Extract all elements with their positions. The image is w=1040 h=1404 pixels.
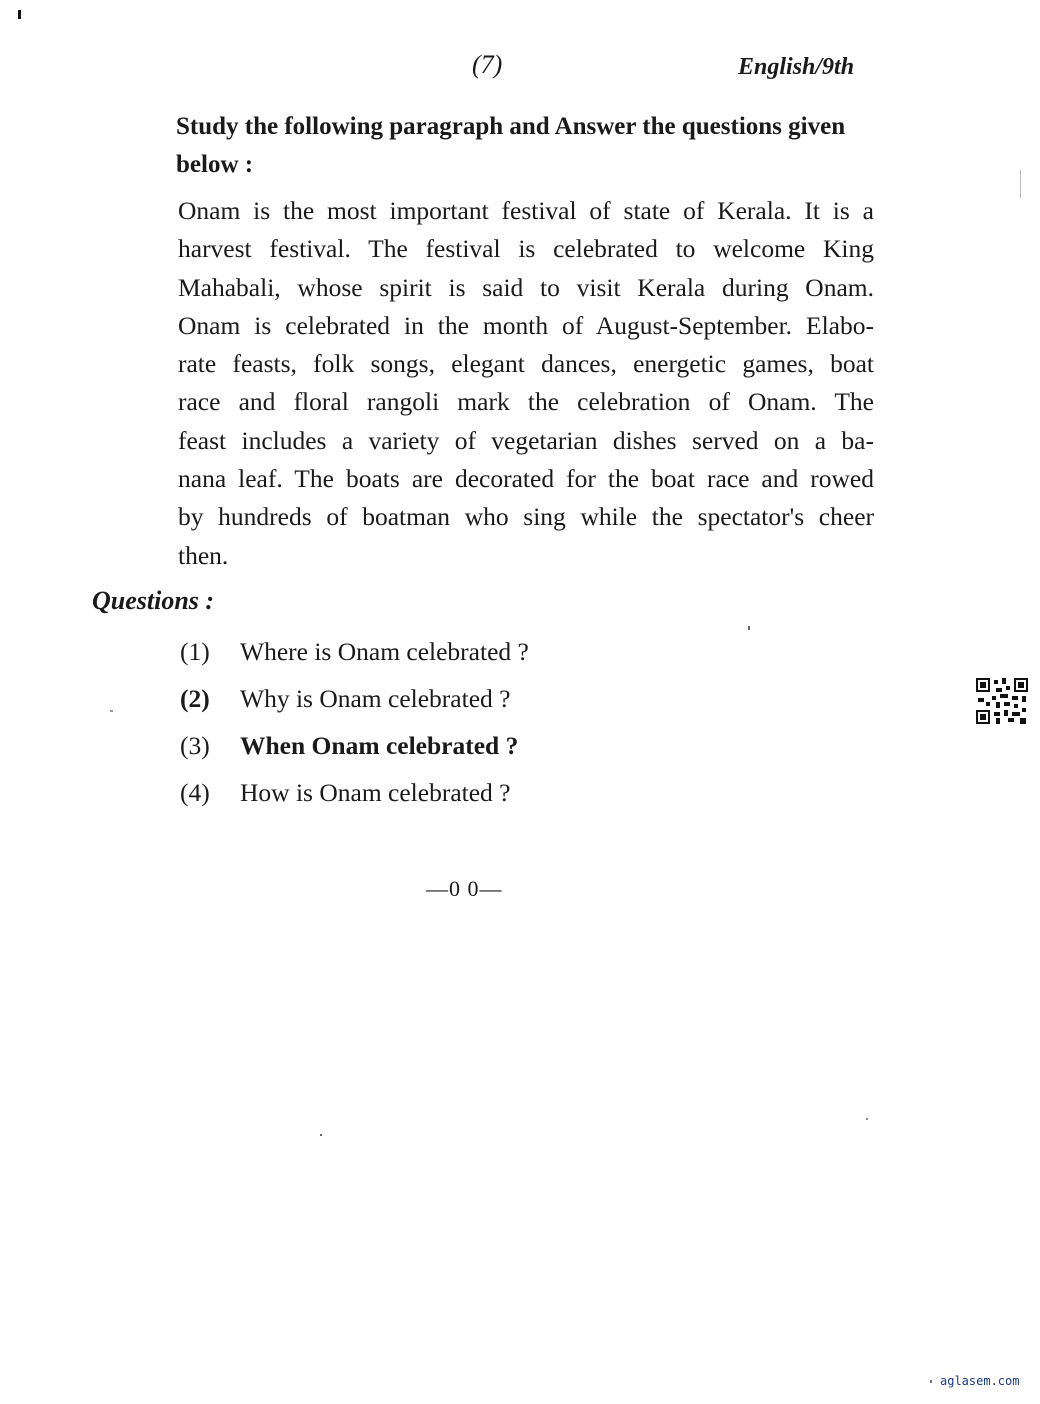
scan-speck xyxy=(1020,170,1021,198)
passage-line: nana leaf. The boats are decorated for the boat race and rowed xyxy=(178,464,874,494)
scan-speck xyxy=(748,626,750,630)
watermark: aglasem.com xyxy=(940,1374,1020,1388)
questions-heading: Questions : xyxy=(92,586,215,615)
question-text: When Onam celebrated ? xyxy=(240,731,519,760)
passage xyxy=(178,192,874,575)
question-list xyxy=(180,628,529,816)
question-item xyxy=(180,675,529,722)
question-item xyxy=(180,722,529,769)
passage-line: rate feasts, folk songs, elegant dances, energetic games, boat xyxy=(178,349,874,379)
passage-line: harvest festival. The festival is celebrated to welcome King xyxy=(178,234,874,264)
instruction-heading: Study the following paragraph and Answer the questions given below : xyxy=(176,113,846,178)
question-number: (2) xyxy=(180,684,210,713)
subject-label: English/9th xyxy=(738,54,855,80)
question-text: Why is Onam celebrated ? xyxy=(240,684,511,713)
passage-line: feast includes a variety of vegetarian dishes served on a ba- xyxy=(178,425,874,455)
page-number: (7) xyxy=(472,50,503,79)
passage-line: Mahabali, whose spirit is said to visit Kerala during Onam. xyxy=(178,272,874,302)
passage-line: race and floral rangoli mark the celebration of Onam. The xyxy=(178,387,874,417)
passage-line: by hundreds of boatman who sing while the spectator's cheer xyxy=(178,502,874,532)
question-text: How is Onam celebrated ? xyxy=(240,778,511,807)
question-item xyxy=(180,628,529,675)
question-item xyxy=(180,769,529,816)
scan-speck xyxy=(866,1118,868,1120)
passage-line: Onam is celebrated in the month of August-September. Elabo- xyxy=(178,310,874,340)
scan-speck xyxy=(320,1134,322,1136)
question-number: (1) xyxy=(180,637,210,666)
passage-line: then. xyxy=(178,540,229,570)
scan-speck xyxy=(930,1380,932,1383)
qr-code-icon xyxy=(976,678,1028,724)
scan-speck xyxy=(18,10,21,19)
passage-line: Onam is the most important festival of state of Kerala. It is a xyxy=(178,196,874,225)
scan-speck xyxy=(110,710,113,712)
end-mark: —0 0— xyxy=(426,876,503,901)
question-text: Where is Onam celebrated ? xyxy=(240,637,529,666)
question-number: (3) xyxy=(180,731,210,760)
question-number: (4) xyxy=(180,778,210,807)
